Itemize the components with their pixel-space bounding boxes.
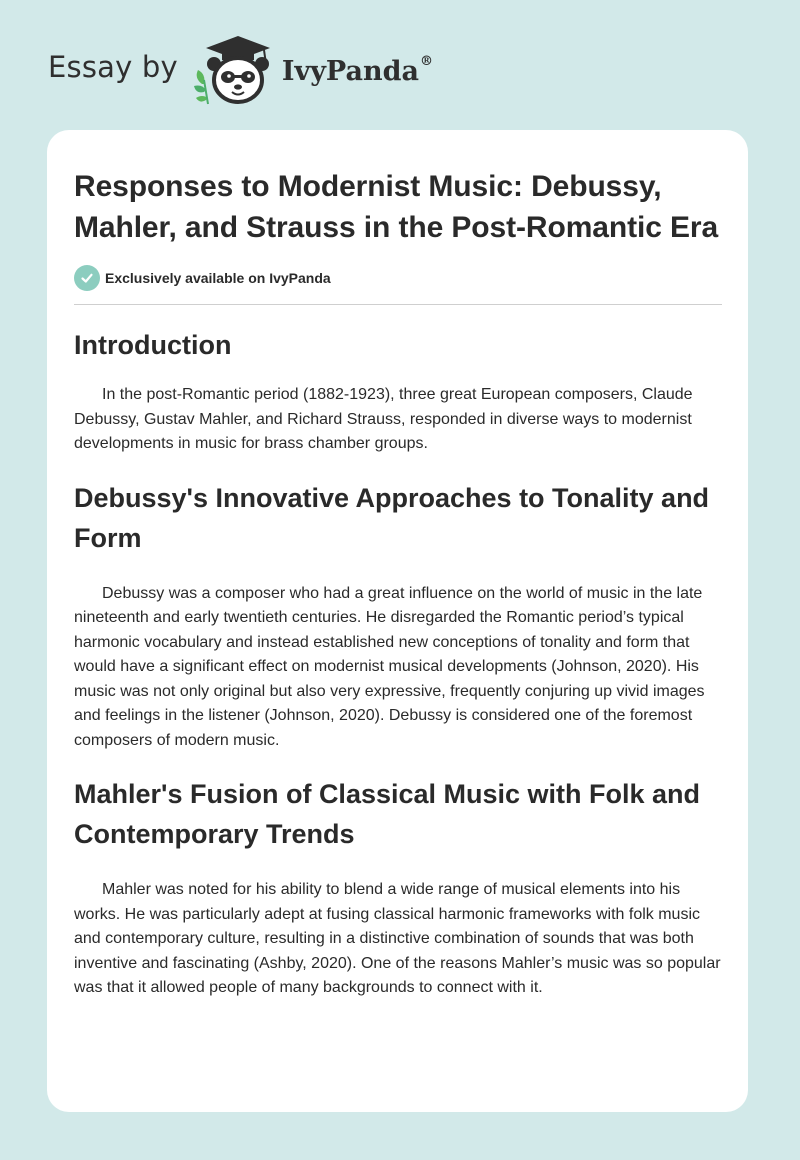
section-mahler — [74, 774, 722, 1001]
essay-card — [47, 130, 748, 1112]
divider — [74, 304, 722, 305]
section-paragraph: Mahler was noted for his ability to blend a wide range of musical elements into his works. He was particularly adept at fusing classical harmonic frameworks with folk music and contemporary culture, resulting in a distinctive combination of sounds that was both inventive and fascinating (Ashby, 2020). One of the reasons Mahler’s music was so popular was that it allowed people of many backgrounds to connect with it. — [74, 881, 721, 996]
check-icon — [74, 265, 100, 291]
section-paragraph: In the post-Romantic period (1882-1923), three great European composers, Claude Debussy, Gustav Mahler, and Richard Strauss, responded in diverse ways to modernist developments in music for brass chamber groups. — [74, 386, 693, 452]
panda-logo-icon[interactable] — [192, 34, 278, 106]
section-introduction — [74, 325, 722, 457]
section-paragraph: Debussy was a composer who had a great influence on the world of music in the late nineteenth and early twentieth centuries. He disregarded the Romantic period’s typical harmonic vocabulary and instead established new conceptions of tonality and form that would have a significant effect on modernist musical developments (Johnson, 2020). His music was not only original but also very expressive, frequently conjuring up vivid images and feelings in the listener (Johnson, 2020). Debussy is considered one of the foremost composers of modern music. — [74, 584, 705, 749]
section-debussy — [74, 478, 722, 754]
section-heading: Introduction — [74, 330, 232, 360]
essay-by-label: Essay by — [48, 50, 178, 84]
essay-title: Responses to Modernist Music: Debussy, Mahler, and Strauss in the Post-Romantic Era — [74, 170, 719, 244]
brand-name[interactable]: IvyPanda® — [281, 53, 433, 87]
section-heading: Debussy's Innovative Approaches to Tonality and Form — [74, 482, 710, 553]
exclusive-label: Exclusively available on IvyPanda — [105, 270, 331, 286]
registered-mark: ® — [419, 53, 433, 69]
site-header — [48, 34, 433, 106]
section-heading: Mahler's Fusion of Classical Music with Folk and Contemporary Trends — [74, 779, 701, 849]
exclusive-badge — [74, 265, 722, 291]
